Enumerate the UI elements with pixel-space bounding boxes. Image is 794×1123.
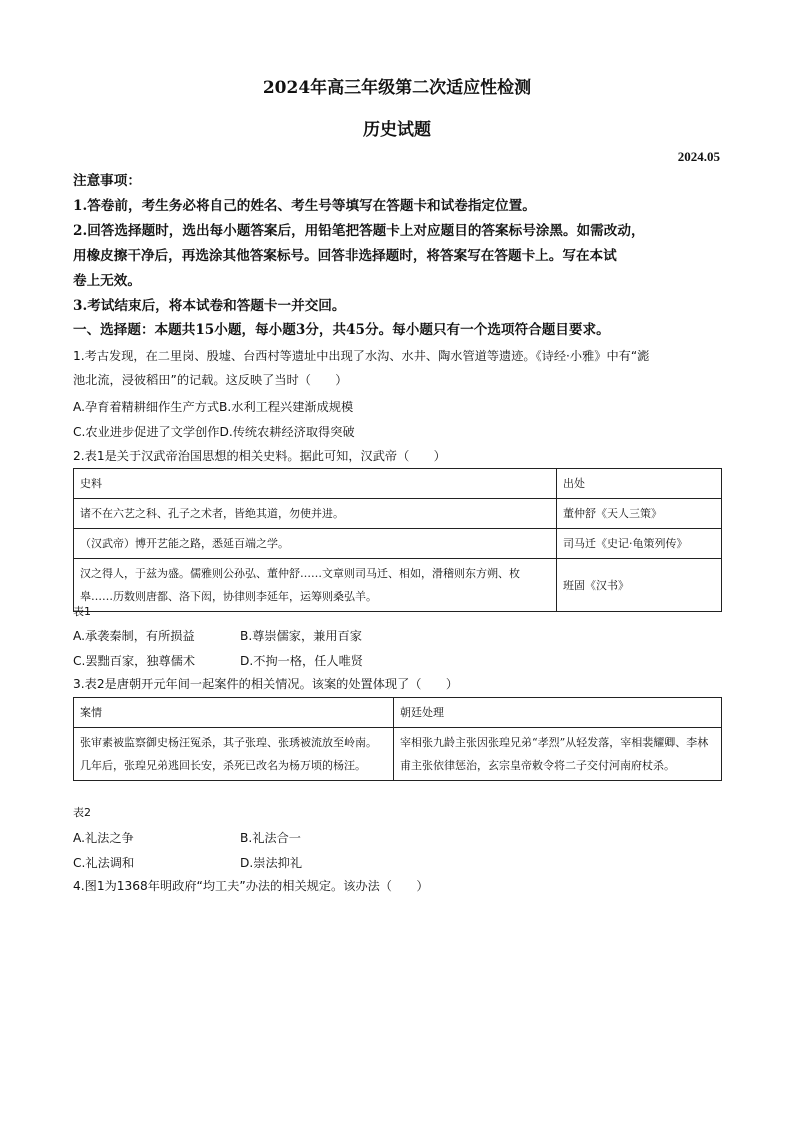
table-cell: 班固《汉书》 — [557, 559, 722, 612]
section-heading: 一、选择题：本题共15小题，每小题3分，共45分。每小题只有一个选项符合题目要求。 — [73, 322, 610, 338]
table-header: 朝廷处理 — [394, 698, 722, 728]
table-cell: （汉武帝）博开艺能之路，悉延百端之学。 — [74, 529, 557, 559]
q1-stem-line-2: 池北流，浸彼稻田”的记载。这反映了当时（ ） — [73, 373, 348, 387]
q3-option-c: C.礼法调和 — [73, 856, 135, 870]
q3-option-a: A.礼法之争 — [73, 831, 134, 845]
table-cell: 董仲舒《天人三策》 — [557, 499, 722, 529]
table-header: 出处 — [557, 469, 722, 499]
table-row — [74, 529, 722, 559]
q3-table-caption: 表2 — [73, 806, 91, 819]
q2-option-a: A.承袭秦制，有所损益 — [73, 629, 195, 643]
table-row — [74, 728, 722, 781]
q2-option-c: C.罢黜百家，独尊儒术 — [73, 654, 196, 668]
exam-date: 2024.05 — [677, 149, 720, 164]
q2-stem: 2.表1是关于汉武帝治国思想的相关史料。据此可知，汉武帝（ ） — [73, 449, 446, 463]
q3-option-d: D.崇法抑礼 — [240, 856, 303, 870]
q1-options-cd: C.农业进步促进了文学创作D.传统农耕经济取得突破 — [73, 425, 355, 439]
q2-table-caption: 表1 — [73, 605, 91, 618]
table-cell: 宰相张九龄主张因张瑝兄弟“孝烈”从轻发落，宰相裴耀卿、李林甫主张依律惩治，玄宗皇帝敕令将二子交付河南府杖杀。 — [394, 728, 722, 781]
notice-item-1: 1.答卷前，考生务必将自己的姓名、考生号等填写在答题卡和试卷指定位置。 — [73, 198, 536, 214]
notice-item-3: 3.考试结束后，将本试卷和答题卡一并交回。 — [73, 298, 346, 314]
table-cell: 汉之得人，于兹为盛。儒雅则公孙弘、董仲舒……文章则司马迁、相如，滑稽则东方朔、枚皋……历数则唐都、洛下闳，协律则李延年，运筹则桑弘羊。 — [74, 559, 557, 612]
table-cell: 司马迁《史记·龟策列传》 — [557, 529, 722, 559]
table-cell: 张审素被监察御史杨汪冤杀，其子张瑝、张琇被流放至岭南。几年后，张瑝兄弟逃回长安，杀死已改名为杨万顷的杨汪。 — [74, 728, 394, 781]
table-row — [74, 559, 722, 612]
exam-subject: 历史试题 — [363, 120, 431, 140]
q2-table — [73, 468, 722, 612]
q3-table — [73, 697, 722, 781]
q1-options-ab: A.孕育着精耕细作生产方式B.水利工程兴建渐成规模 — [73, 400, 354, 414]
q3-stem: 3.表2是唐朝开元年间一起案件的相关情况。该案的处置体现了（ ） — [73, 677, 459, 691]
notice-item-2-line-2: 用橡皮擦干净后，再选涂其他答案标号。回答非选择题时，将答案写在答题卡上。写在本试 — [73, 248, 617, 264]
table-header: 史料 — [74, 469, 557, 499]
exam-title: 2024年高三年级第二次适应性检测 — [262, 78, 532, 98]
notice-heading: 注意事项： — [73, 173, 141, 189]
q4-stem: 4.图1为1368年明政府“均工夫”办法的相关规定。该办法（ ） — [73, 879, 429, 893]
q2-option-b: B.尊崇儒家，兼用百家 — [240, 629, 362, 643]
q1-stem-line-1: 1.考古发现，在二里岗、殷墟、台西村等遗址中出现了水沟、水井、陶水管道等遗迹。《诗经·小雅》中有“滮 — [73, 349, 650, 363]
table-header-row — [74, 469, 722, 499]
table-header-row — [74, 698, 722, 728]
notice-item-2-line-1: 2.回答选择题时，选出每小题答案后，用铅笔把答题卡上对应题目的答案标号涂黑。如需改动， — [73, 223, 645, 239]
notice-item-2-line-3: 卷上无效。 — [73, 273, 141, 289]
table-header: 案情 — [74, 698, 394, 728]
q2-option-d: D.不拘一格，任人唯贤 — [240, 654, 363, 668]
table-cell: 诸不在六艺之科、孔子之术者，皆绝其道，勿使并进。 — [74, 499, 557, 529]
table-row — [74, 499, 722, 529]
q3-option-b: B.礼法合一 — [240, 831, 301, 845]
